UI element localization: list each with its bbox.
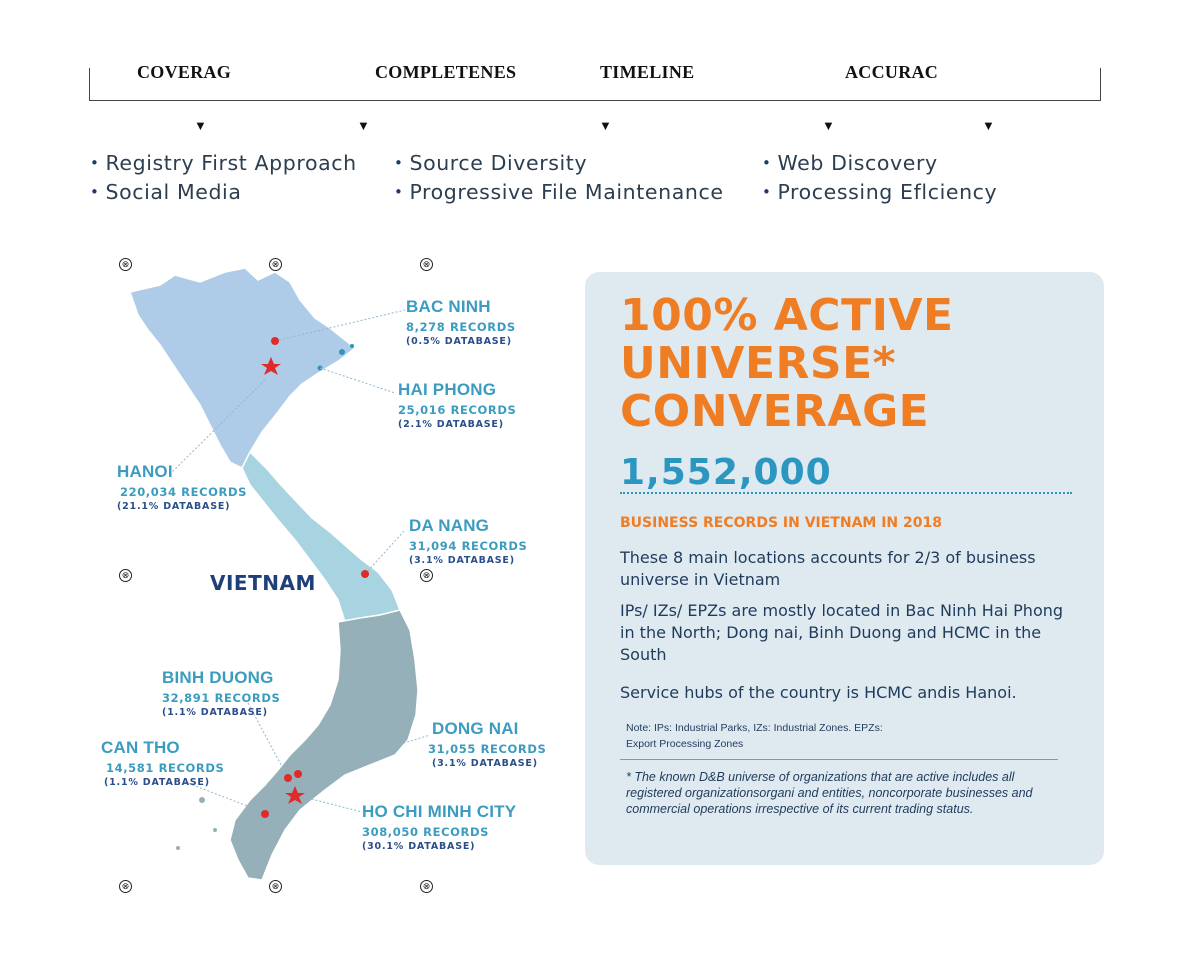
location-records: 31,055 RECORDS bbox=[428, 742, 547, 756]
bullet-icon: • bbox=[90, 154, 100, 172]
bullet-icon: • bbox=[762, 154, 772, 172]
header-completeness: COMPLETENES bbox=[375, 62, 517, 82]
location-share: (0.5% DATABASE) bbox=[406, 336, 512, 347]
location-name: HANOI bbox=[117, 462, 173, 481]
location-share: (3.1% DATABASE) bbox=[432, 758, 538, 769]
location-label-can-tho bbox=[101, 738, 224, 788]
location-share: (1.1% DATABASE) bbox=[104, 777, 210, 788]
resize-handle-icon[interactable]: ⊗ bbox=[269, 880, 282, 893]
location-label-binh-duong bbox=[162, 668, 280, 718]
dotted-divider bbox=[620, 492, 1072, 494]
location-share: (21.1% DATABASE) bbox=[117, 501, 231, 512]
location-label-dong-nai bbox=[428, 719, 547, 769]
down-arrow-icon: ▼ bbox=[599, 118, 612, 133]
bullet-list-timeline bbox=[762, 150, 997, 208]
location-marker-icon bbox=[271, 337, 279, 345]
location-marker-icon bbox=[294, 770, 302, 778]
location-records: 31,094 RECORDS bbox=[409, 539, 528, 553]
headline-line: 100% ACTIVE bbox=[620, 290, 954, 341]
bullet-text: Web Discovery bbox=[777, 151, 938, 175]
location-label-bac-ninh bbox=[406, 297, 516, 347]
location-name: BINH DUONG bbox=[162, 668, 274, 687]
location-name: CAN THO bbox=[101, 738, 180, 757]
down-arrow-icon: ▼ bbox=[822, 118, 835, 133]
headline bbox=[620, 292, 954, 436]
location-name: DA NANG bbox=[409, 516, 490, 535]
resize-handle-icon[interactable]: ⊗ bbox=[420, 569, 433, 582]
bullet-text: Processing Eflciency bbox=[777, 180, 998, 204]
paragraph-locations: These 8 main locations accounts for 2/3 of business universe in Vietnam bbox=[620, 548, 1036, 589]
location-label-hanoi bbox=[117, 462, 247, 512]
note-line: Note: IPs: Industrial Parks, IZs: Industrial Zones. EPZs: bbox=[626, 722, 883, 734]
location-records: 8,278 RECORDS bbox=[406, 320, 516, 334]
location-share: (3.1% DATABASE) bbox=[409, 555, 515, 566]
list-item bbox=[762, 150, 997, 179]
resize-handle-icon[interactable]: ⊗ bbox=[119, 258, 132, 271]
bullet-text: Registry First Approach bbox=[105, 151, 357, 175]
resize-handle-icon[interactable]: ⊗ bbox=[420, 258, 433, 271]
bullet-icon: • bbox=[762, 183, 772, 201]
location-label-ho-chi-minh-city bbox=[362, 802, 516, 852]
headline-line: UNIVERSE* bbox=[620, 338, 897, 389]
header-coverage: COVERAG bbox=[137, 62, 232, 82]
location-share: (2.1% DATABASE) bbox=[398, 419, 504, 430]
resize-handle-icon[interactable]: ⊗ bbox=[269, 258, 282, 271]
bullet-icon: • bbox=[394, 154, 404, 172]
location-records: 220,034 RECORDS bbox=[120, 485, 247, 499]
location-name: BAC NINH bbox=[406, 297, 491, 316]
resize-handle-icon[interactable]: ⊗ bbox=[119, 880, 132, 893]
location-marker-icon bbox=[284, 774, 292, 782]
note-line: Export Processing Zones bbox=[626, 738, 744, 750]
paragraph-industrial-zones: IPs/ IZs/ EPZs are mostly located in Bac Ninh Hai Phong in the North; Dong nai, Binh Duong and HCMC in the South bbox=[620, 601, 1064, 664]
down-arrow-icon: ▼ bbox=[194, 118, 207, 133]
location-share: (1.1% DATABASE) bbox=[162, 707, 268, 718]
bullet-text: Social Media bbox=[105, 180, 242, 204]
list-item bbox=[762, 179, 997, 208]
location-marker-icon bbox=[361, 570, 369, 578]
location-records: 308,050 RECORDS bbox=[362, 825, 489, 839]
header-accuracy: ACCURAC bbox=[845, 62, 939, 82]
footnote: * The known D&B universe of organizations that are active includes all registered organizationsorgani and entities, noncorporate businesses and commercial operations irrespective of its current trading status. bbox=[626, 770, 1033, 816]
down-arrow-icon: ▼ bbox=[357, 118, 370, 133]
bullet-icon: • bbox=[90, 183, 100, 201]
location-share: (30.1% DATABASE) bbox=[362, 841, 476, 852]
location-name: DONG NAI bbox=[432, 719, 519, 738]
records-total: 1,552,000 bbox=[620, 452, 832, 493]
resize-handle-icon[interactable]: ⊗ bbox=[119, 569, 132, 582]
note bbox=[626, 720, 883, 752]
location-label-da-nang bbox=[409, 516, 527, 566]
location-marker-icon bbox=[261, 810, 269, 818]
location-name: HAI PHONG bbox=[398, 380, 497, 399]
resize-handle-icon[interactable]: ⊗ bbox=[420, 880, 433, 893]
down-arrow-icon: ▼ bbox=[982, 118, 995, 133]
location-records: 32,891 RECORDS bbox=[162, 691, 281, 705]
location-records: 25,016 RECORDS bbox=[398, 403, 517, 417]
divider bbox=[620, 759, 1058, 760]
bullet-icon: • bbox=[394, 183, 404, 201]
location-records: 14,581 RECORDS bbox=[106, 761, 225, 775]
headline-line: CONVERAGE bbox=[620, 386, 930, 437]
header-timeline: TIMELINE bbox=[600, 62, 695, 82]
map-region-central bbox=[242, 452, 400, 622]
records-subtitle: BUSINESS RECORDS IN VIETNAM IN 2018 bbox=[620, 515, 942, 531]
paragraph-service-hubs: Service hubs of the country is HCMC andis Hanoi. bbox=[620, 683, 1017, 702]
location-label-hai-phong bbox=[398, 380, 516, 430]
country-label: VIETNAM bbox=[210, 571, 316, 595]
bullet-text: Progressive File Maintenance bbox=[409, 180, 724, 204]
bullet-text: Source Diversity bbox=[409, 151, 588, 175]
location-name: HO CHI MINH CITY bbox=[362, 802, 517, 821]
